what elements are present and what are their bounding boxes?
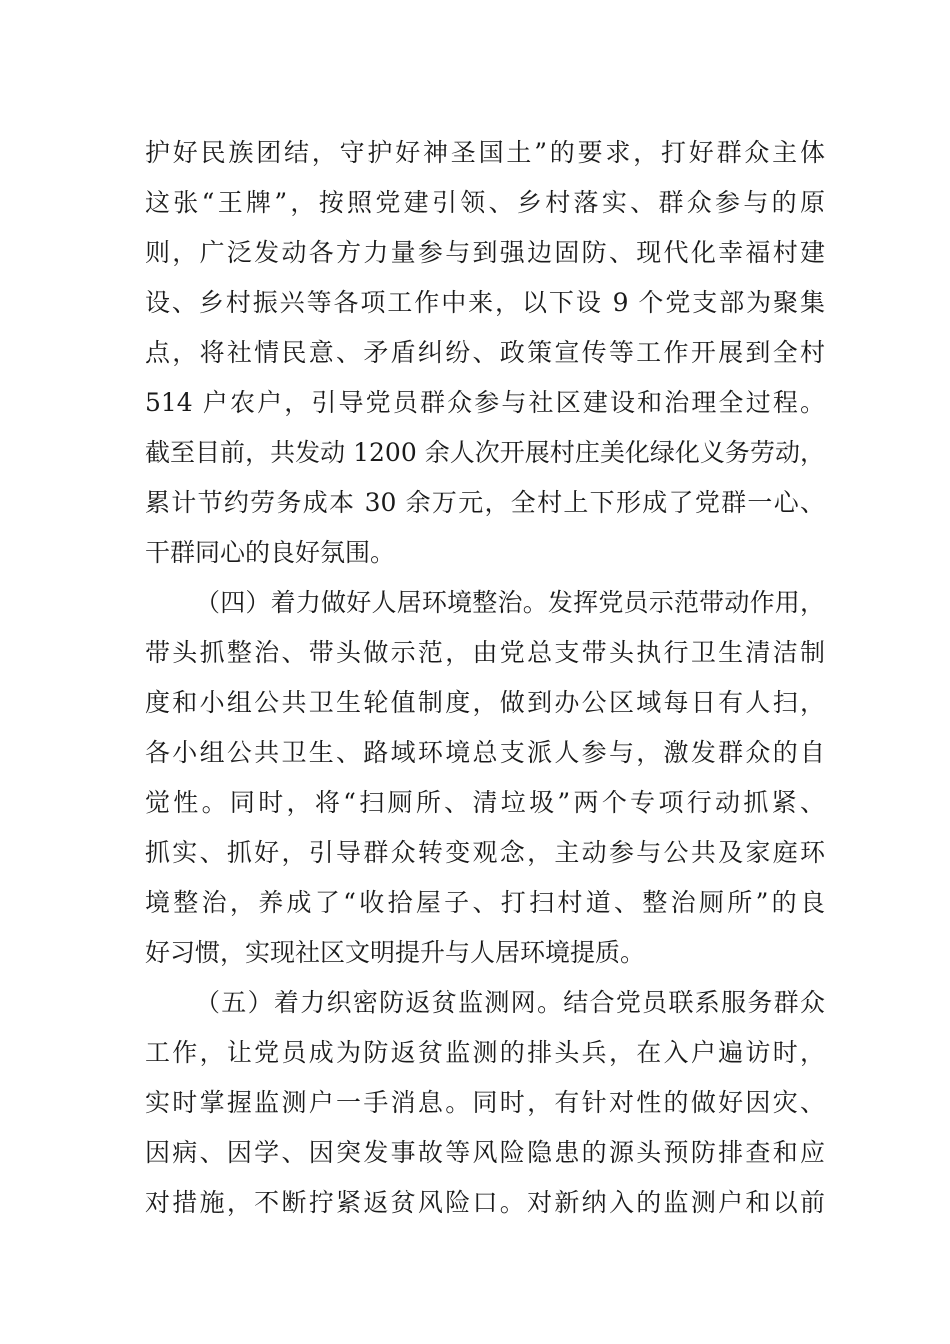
text-line: 护好民族团结，守护好神圣国土”的要求，打好群众主体 (145, 138, 825, 167)
text-line: 觉性。同时，将“扫厕所、清垃圾”两个专项行动抓紧、 (145, 788, 825, 817)
text-line: 因病、因学、因突发事故等风险隐患的源头预防排查和应 (145, 1138, 825, 1167)
text-line: 度和小组公共卫生轮值制度，做到办公区域每日有人扫， (145, 688, 825, 717)
text-line: 这张“王牌”，按照党建引领、乡村落实、群众参与的原 (145, 188, 825, 217)
text-line: 境整治，养成了“收拾屋子、打扫村道、整治厕所”的良 (145, 888, 825, 917)
text-line-paragraph-end: 干群同心的良好氛围。 (145, 538, 396, 567)
text-line: 累计节约劳务成本 30 余万元，全村上下形成了党群一心、 (145, 488, 825, 517)
text-line: 514 户农户，引导党员群众参与社区建设和治理全过程。 (145, 388, 825, 417)
section-heading-line-5: （五）着力织密防返贫监测网。结合党员联系服务群众 (195, 988, 825, 1017)
text-line: 设、乡村振兴等各项工作中来，以下设 9 个党支部为聚集 (145, 288, 825, 317)
text-line: 则，广泛发动各方力量参与到强边固防、现代化幸福村建 (145, 238, 825, 267)
text-line: 带头抓整治、带头做示范，由党总支带头执行卫生清洁制 (145, 638, 825, 667)
text-line: 截至目前，共发动 1200 余人次开展村庄美化绿化义务劳动， (145, 438, 825, 467)
text-line-paragraph-end: 好习惯，实现社区文明提升与人居环境提质。 (145, 938, 646, 967)
text-line: 抓实、抓好，引导群众转变观念，主动参与公共及家庭环 (145, 838, 825, 867)
text-line: 对措施，不断拧紧返贫风险口。对新纳入的监测户和以前 (145, 1188, 825, 1217)
text-line: 实时掌握监测户一手消息。同时，有针对性的做好因灾、 (145, 1088, 825, 1117)
text-line: 工作，让党员成为防返贫监测的排头兵，在入户遍访时， (145, 1038, 825, 1067)
text-line: 各小组公共卫生、路域环境总支派人参与，激发群众的自 (145, 738, 825, 767)
text-line: 点，将社情民意、矛盾纠纷、政策宣传等工作开展到全村 (145, 338, 825, 367)
section-heading-line-4: （四）着力做好人居环境整治。发挥党员示范带动作用， (195, 588, 825, 617)
